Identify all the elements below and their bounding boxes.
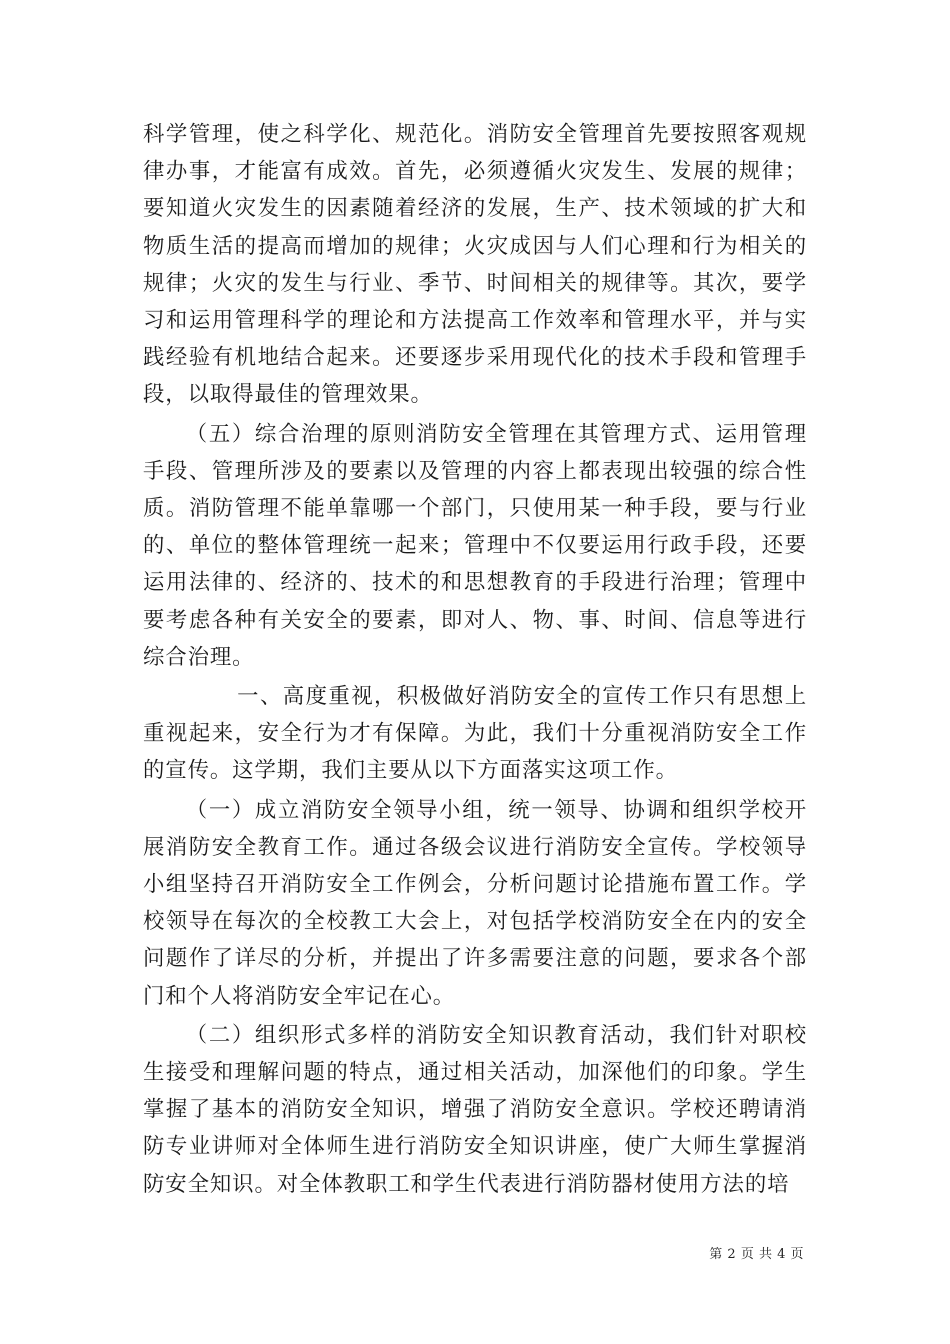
page-number-footer: 第 2 页 共 4 页	[709, 1247, 804, 1262]
document-body	[143, 116, 807, 1203]
paragraph-4: （一）成立消防安全领导小组，统一领导、协调和组织学校开展消防安全教育工作。通过各级会议进行消防安全宣传。学校领导小组坚持召开消防安全工作例会，分析问题讨论措施布置工作。学校领导在每次的全校教工大会上，对包括学校消防安全在内的安全问题作了详尽的分析，并提出了许多需要注意的问题，要求各个部门和个人将消防安全牢记在心。	[143, 797, 807, 1009]
paragraph-1: 科学管理，使之科学化、规范化。消防安全管理首先要按照客观规律办事，才能富有成效。首先，必须遵循火灾发生、发展的规律；要知道火灾发生的因素随着经济的发展，生产、技术领域的扩大和物质生活的提高而增加的规律；火灾成因与人们心理和行为相关的规律；火灾的发生与行业、季节、时间相关的规律等。其次，要学习和运用管理科学的理论和方法提高工作效率和管理水平，并与实践经验有机地结合起来。还要逐步采用现代化的技术手段和管理手段，以取得最佳的管理效果。	[143, 122, 807, 408]
paragraph-2: （五）综合治理的原则消防安全管理在其管理方式、运用管理手段、管理所涉及的要素以及管理的内容上都表现出较强的综合性质。消防管理不能单靠哪一个部门，只使用某一种手段，要与行业的、单位的整体管理统一起来；管理中不仅要运用行政手段，还要运用法律的、经济的、技术的和思想教育的手段进行治理；管理中要考虑各种有关安全的要素，即对人、物、事、时间、信息等进行综合治理。	[143, 421, 807, 670]
paragraph-5: （二）组织形式多样的消防安全知识教育活动，我们针对职校生接受和理解问题的特点，通过相关活动，加深他们的印象。学生掌握了基本的消防安全知识，增强了消防安全意识。学校还聘请消防专业讲师对全体师生进行消防安全知识讲座，使广大师生掌握消防安全知识。对全体教职工和学生代表进行消防器材使用方法的培	[143, 1022, 807, 1197]
paragraph-3: 一、高度重视，积极做好消防安全的宣传工作只有思想上重视起来，安全行为才有保障。为此，我们十分重视消防安全工作的宣传。这学期，我们主要从以下方面落实这项工作。	[143, 684, 807, 784]
